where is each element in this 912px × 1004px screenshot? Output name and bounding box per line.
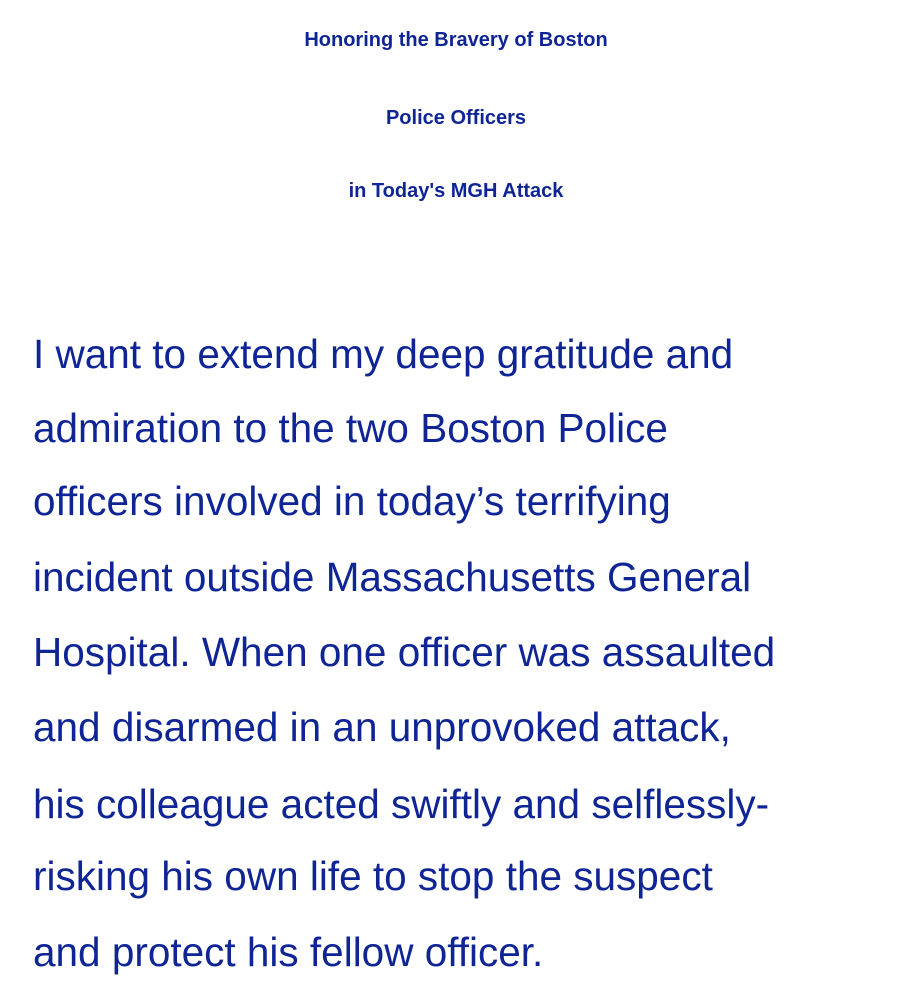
statement-title-line-2: Police Officers [385, 107, 527, 129]
body-line: officers involved in today’s terrifying [33, 478, 671, 524]
statement-title-line-1: Honoring the Bravery of Boston [304, 29, 608, 51]
body-line: and disarmed in an unprovoked attack, [33, 704, 731, 750]
body-line: his colleague acted swiftly and selflessly- [33, 781, 770, 827]
body-line: risking his own life to stop the suspect [33, 853, 713, 899]
statement-title-line-3: in Today's MGH Attack [348, 180, 564, 202]
body-line: Hospital. When one officer was assaulted [33, 629, 776, 675]
body-line: and protect his fellow officer. [33, 929, 544, 975]
body-line: I want to extend my deep gratitude and [33, 331, 734, 377]
body-line: incident outside Massachusetts General [33, 554, 752, 600]
body-line: admiration to the two Boston Police [33, 405, 668, 451]
